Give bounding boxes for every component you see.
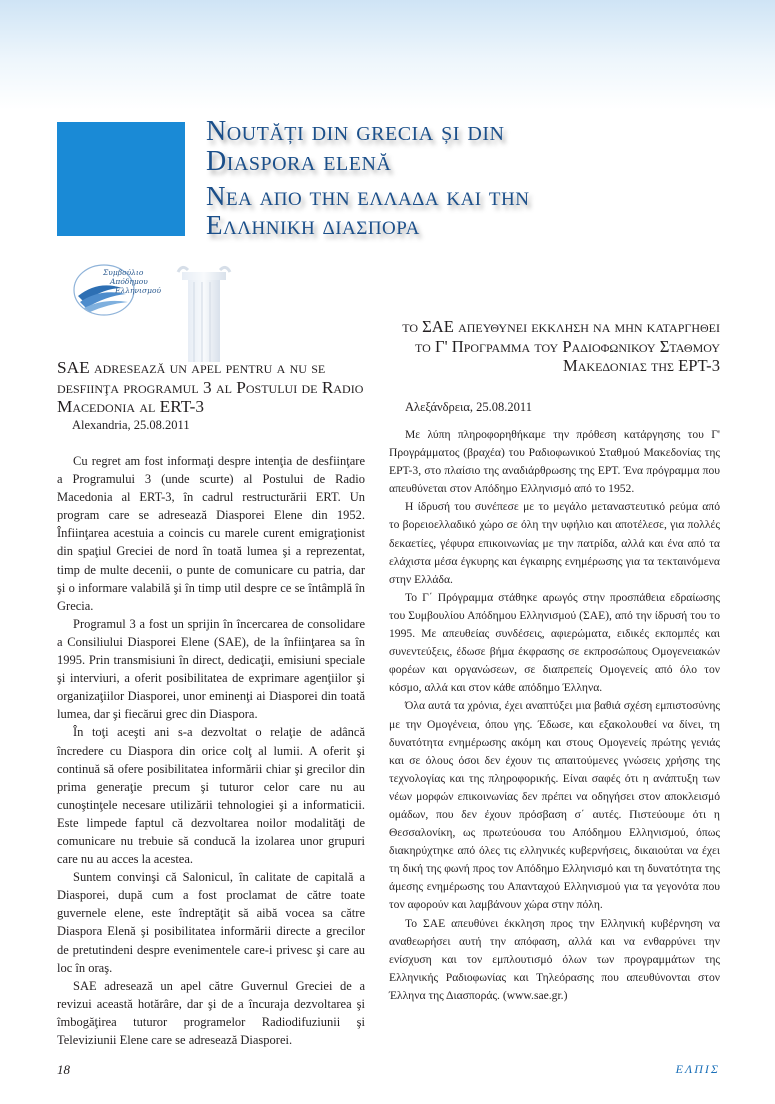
logo-text-line1: Συμβούλιο bbox=[103, 268, 144, 277]
article-ro-dateline: Alexandria, 25.08.2011 bbox=[72, 418, 190, 432]
logo-text-line3: Ελληνισμού bbox=[115, 286, 162, 295]
article-gr-dateline: Αλεξάνδρεια, 25.08.2011 bbox=[405, 400, 532, 414]
sae-logo-icon bbox=[70, 258, 245, 363]
article-ro-paragraph: Cu regret am fost informaţi despre intenţia de desfiinţare a Programului 3 (unde scurte) al Postului de Radio Macedonia al ERT-3, în cadrul restructurării ERT. Un program care se adresează Diasporei Elene din 1952. Înfiinţarea acestuia a coincis cu marele curent emigraţionist din spaţiul Greciei de nord în toată lumea şi a reprezentat, timp de multe decenii, o punte de comunicare cu patria, dar şi o informare valabilă şi în timp util despre ce se întâmplă în Grecia. bbox=[57, 454, 365, 613]
article-gr-paragraph: Με λύπη πληροφορηθήκαμε την πρόθεση κατάργησης του Γ' Προγράμματος (βραχέα) του Ραδιοφωνικού Σταθμού Μακεδονίας της ΕΡΤ-3, στο πλαίσιο της αναδιάρθρωσης της ΕΡΤ. Ένα πρόγραμμα που απευθύνεται στον Απόδημο Ελληνισμό από το 1952. bbox=[389, 428, 720, 496]
article-ro-paragraph: Programul 3 a fost un sprijin în încercarea de consolidare a Consiliului Diasporei Elene (SAE), de la înfiinţarea sa în 1995. Prin transmisiuni în direct, dedicaţii, emisiuni speciale şi interviuri, a oferit posibilitatea de exprimare agenţiilor şi organizaţiilor Diasporei, unor eminenţi ai Diasporei din toată lumea, dar şi fiecărui grec din Diaspora. bbox=[57, 616, 365, 722]
article-gr-paragraph: Το ΣΑΕ απευθύνει έκκληση προς την Ελληνική κυβέρνηση να αναθεωρήσει αυτή την απόφαση, αλλά και να ενθαρρύνει την ενίσχυση και τον εμπλουτισμό όλων των προγραμμάτων της Ελληνικής Ραδιοφωνίας και Τηλεόρασης που απευθύνονται στον Έλληνα της Διασποράς. (www.sae.gr.) bbox=[389, 916, 720, 1002]
article-gr-paragraph: Όλα αυτά τα χρόνια, έχει αναπτύξει μια βαθιά σχέση εμπιστοσύνης με την Ομογένεια, όπου γης. Έδωσε, και εξακολουθεί να δίνει, τη δυνατότητα ενημέρωσης ακόμη και στους Ομογενείς πρώτης γενιάς και σε όλους όσοι δεν έχουν τις απαιτούμενες γνώσεις χρήσης της τεχνολογίας και της πληροφορικής. Είναι σαφές ότι η ανάπτυξη των νέων μορφών επικοινωνίας δεν πρέπει να οδηγήσει στον αποκλεισμό ομάδων, που δεν έχουν πρόσβαση σ΄ αυτές. Πιστεύουμε ότι η Θεσσαλονίκη, ως πρωτεύουσα του Απόδημου Ελληνισμού, όπως διακηρύχτηκε από όλες τις ελληνικές κυβερνήσεις, δικαιούται να έχει τη δική της φωνή προς τον Απόδημο Ελληνισμό και τη δυνατότητα της άμεσης ενημέρωσης του Απανταχού Ελληνισμού για τα γεγονότα που τον αφορούν και λαμβάνουν χώρα στην πόλη. bbox=[389, 699, 720, 912]
logo-text-line2: Απόδημου bbox=[110, 277, 148, 286]
heading-ro-line1: Noutăți din grecia și din bbox=[206, 116, 505, 147]
decorative-blue-square bbox=[57, 122, 185, 236]
article-ro-title: SAE adresează un apel pentru a nu se desfiinţa programul 3 al Postului de Radio Macedonia al ERT-3 bbox=[57, 358, 364, 416]
article-ro-paragraph: SAE adresează un apel către Guvernul Greciei de a revizui această hotărâre, dar şi de a încuraja dezvoltarea şi îmbogăţirea tuturor programelor Radiodifuziunii şi Televiziunii Elene care se adresează Diasporei. bbox=[57, 978, 365, 1047]
heading-gr-line1: Nεα απο την ελλαδα και την bbox=[206, 181, 530, 211]
page-number: 18 bbox=[57, 1062, 70, 1077]
heading-ro-line2: Diaspora elenă bbox=[206, 146, 392, 177]
heading-romanian bbox=[206, 117, 626, 177]
article-ro-body bbox=[57, 452, 365, 1049]
magazine-name: ΕΛΠΙΣ bbox=[675, 1062, 720, 1076]
article-ro-paragraph: În toţi aceşti ani s-a dezvoltat o relaţie de adâncă încredere cu Diaspora din orice colţ al lumii. A oferit şi continuă să ofere posibilitatea informării chiar şi grecilor din prima generaţie precum şi tuturor celor care nu au cunoştinţele necesare utilizării tehnologiei şi a informaticii. Este limpede faptul că dezvoltarea noilor modalităţi de comunicare nu trebuie să conducă la izolarea unor grupuri care nu au acces la acestea. bbox=[57, 725, 365, 867]
article-gr-paragraph: Το Γ΄ Πρόγραμμα στάθηκε αρωγός στην προσπάθεια εδραίωσης του Συμβουλίου Απόδημου Ελληνισμού (ΣΑΕ), από την ίδρυσή του το 1995. Με απευθείας συνδέσεις, αφιερώματα, ειδικές εκπομπές και συνεντεύξεις, έδωσε βήμα έκφρασης σε εκπροσώπους Ομογενειακών φορέων και οργανώσεων, σε διαπρεπείς Ομογενείς από όλο τον κόσμο, αλλά και στον κάθε απόδημο Έλληνα. bbox=[389, 590, 720, 695]
sae-logo bbox=[70, 258, 245, 363]
heading-gr-line2: Ελληνικη διασπορα bbox=[206, 210, 420, 240]
article-gr-body bbox=[389, 426, 720, 1005]
article-gr-title: το ΣΑΕ απευθυνει εκκληση να μην καταργηθει το Γ' Προγραμμα του Ραδιοφωνικου Σταθμου Μακεδονιας της ΕΡΤ-3 bbox=[402, 317, 720, 375]
article-gr-paragraph: Η ίδρυσή του συνέπεσε με το μεγάλο μεταναστευτικό ρεύμα από το βορειοελλαδικό χώρο σε όλη την υφήλιο και αποτέλεσε, για πολλές δεκαετίες, γέφυρα επικοινωνίας με την πατρίδα, αλλά και ένα από τα ελάχιστα μέσα έγκυρης και έγκαιρης ενημέρωσης για τα τεκταινόμενα στην Ελλάδα. bbox=[389, 500, 720, 586]
article-ro-paragraph: Suntem convinşi că Salonicul, în calitate de capitală a Diasporei, după cum a fost proclamat de către toate guvernele elene, este îndreptăţit să aibă vocea sa către Diaspora Elenă şi posibilitatea informării directe a grecilor de pretutindeni despre evenimentele care-i privesc şi care au loc în oraş. bbox=[57, 870, 365, 975]
heading-greek bbox=[206, 182, 626, 240]
